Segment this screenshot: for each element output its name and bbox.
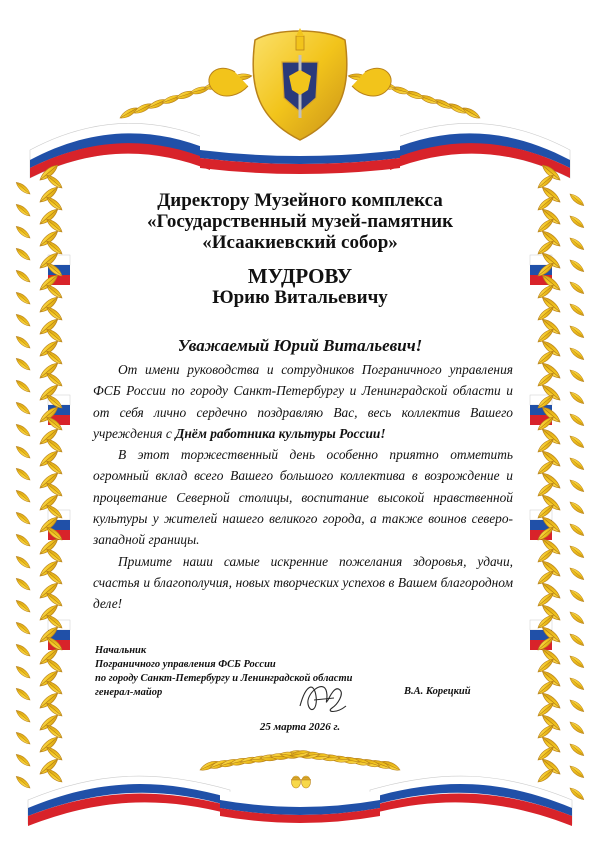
signer-title-2: Пограничного управления ФСБ России [95, 659, 276, 670]
oak-leaf [568, 478, 585, 494]
oak-leaf [568, 654, 585, 670]
paragraph-2: В этот торжественный день особенно приятно отметить огромный вклад всего Вашего большого коллектива в возрождение и процветание Северной столицы, воспитание высокой нравственной культуры у жителей нашего великого города, а также воинов северо-западной границы. [93, 447, 513, 548]
oak-leaf [14, 378, 31, 394]
oak-leaf [568, 742, 585, 758]
salutation: Уважаемый Юрий Витальевич! [177, 336, 423, 355]
oak-leaf [45, 767, 64, 784]
oak-leaf [568, 412, 585, 428]
signer-name: В.А. Корецкий [404, 686, 471, 697]
paragraph-1: От имени руководства и сотрудников Пограничного управления ФСБ России по городу Санкт-Петербургу и Ленинградской области и от себя лично сердечно поздравляю Вас, весь коллектив Вашего учреждения с Днём работника культуры России! [93, 362, 513, 441]
oak-leaf [14, 312, 31, 328]
oak-leaf [14, 598, 31, 614]
oak-leaf [14, 532, 31, 548]
handwritten-signature [296, 676, 350, 718]
signer-title-1: Начальник [95, 645, 147, 656]
acorn [291, 776, 301, 788]
oak-leaf [14, 554, 31, 570]
oak-leaf [536, 767, 555, 784]
paragraph-3: Примите наши самые искренние пожелания здоровья, удачи, счастья и благополучия, новых творческих успехов в Вашем благородном деле! [93, 553, 513, 612]
addressee-name [0, 266, 600, 308]
oak-leaf [568, 368, 585, 384]
addressee-line-2: «Государственный музей-памятник [146, 211, 454, 232]
signer-title-3: по городу Санкт-Петербургу и Ленинградской области [95, 673, 353, 684]
oak-leaf [568, 456, 585, 472]
oak-leaf [14, 620, 31, 636]
oak-leaf [568, 632, 585, 648]
oak-leaf [14, 400, 31, 416]
oak-leaf [14, 466, 31, 482]
holiday-name: Днём работника культуры России! [175, 425, 386, 441]
fsb-emblem-icon [209, 28, 391, 140]
oak-leaf [568, 434, 585, 450]
oak-leaf [568, 676, 585, 692]
oak-leaf [568, 588, 585, 604]
oak-leaf [14, 686, 31, 702]
oak-leaf [14, 664, 31, 680]
oak-leaf [568, 698, 585, 714]
oak-leaf [568, 566, 585, 582]
oak-leaf [568, 522, 585, 538]
oak-leaf [14, 488, 31, 504]
letter-date: 25 марта 2026 г. [259, 721, 341, 733]
oak-leaf [568, 610, 585, 626]
oak-leaf [14, 774, 31, 790]
oak-leaf [14, 642, 31, 658]
addressee-position [0, 190, 600, 253]
oak-leaf [14, 752, 31, 768]
oak-leaf [14, 576, 31, 592]
letter-body [93, 359, 513, 615]
addressee-line-1: Директору Музейного комплекса [157, 190, 443, 211]
signer-rank: генерал-майор [95, 687, 163, 698]
oak-leaf [14, 422, 31, 438]
oak-leaf [14, 356, 31, 372]
oak-leaf [14, 444, 31, 460]
oak-leaf [14, 510, 31, 526]
oak-leaf [568, 390, 585, 406]
addressee-given-name: Юрию Витальевичу [212, 287, 388, 308]
oak-leaf [568, 544, 585, 560]
oak-leaf [568, 500, 585, 516]
acorn [301, 776, 311, 788]
addressee-surname: МУДРОВУ [247, 264, 353, 288]
addressee-line-3: «Исаакиевский собор» [202, 232, 398, 253]
oak-leaf [568, 764, 585, 780]
